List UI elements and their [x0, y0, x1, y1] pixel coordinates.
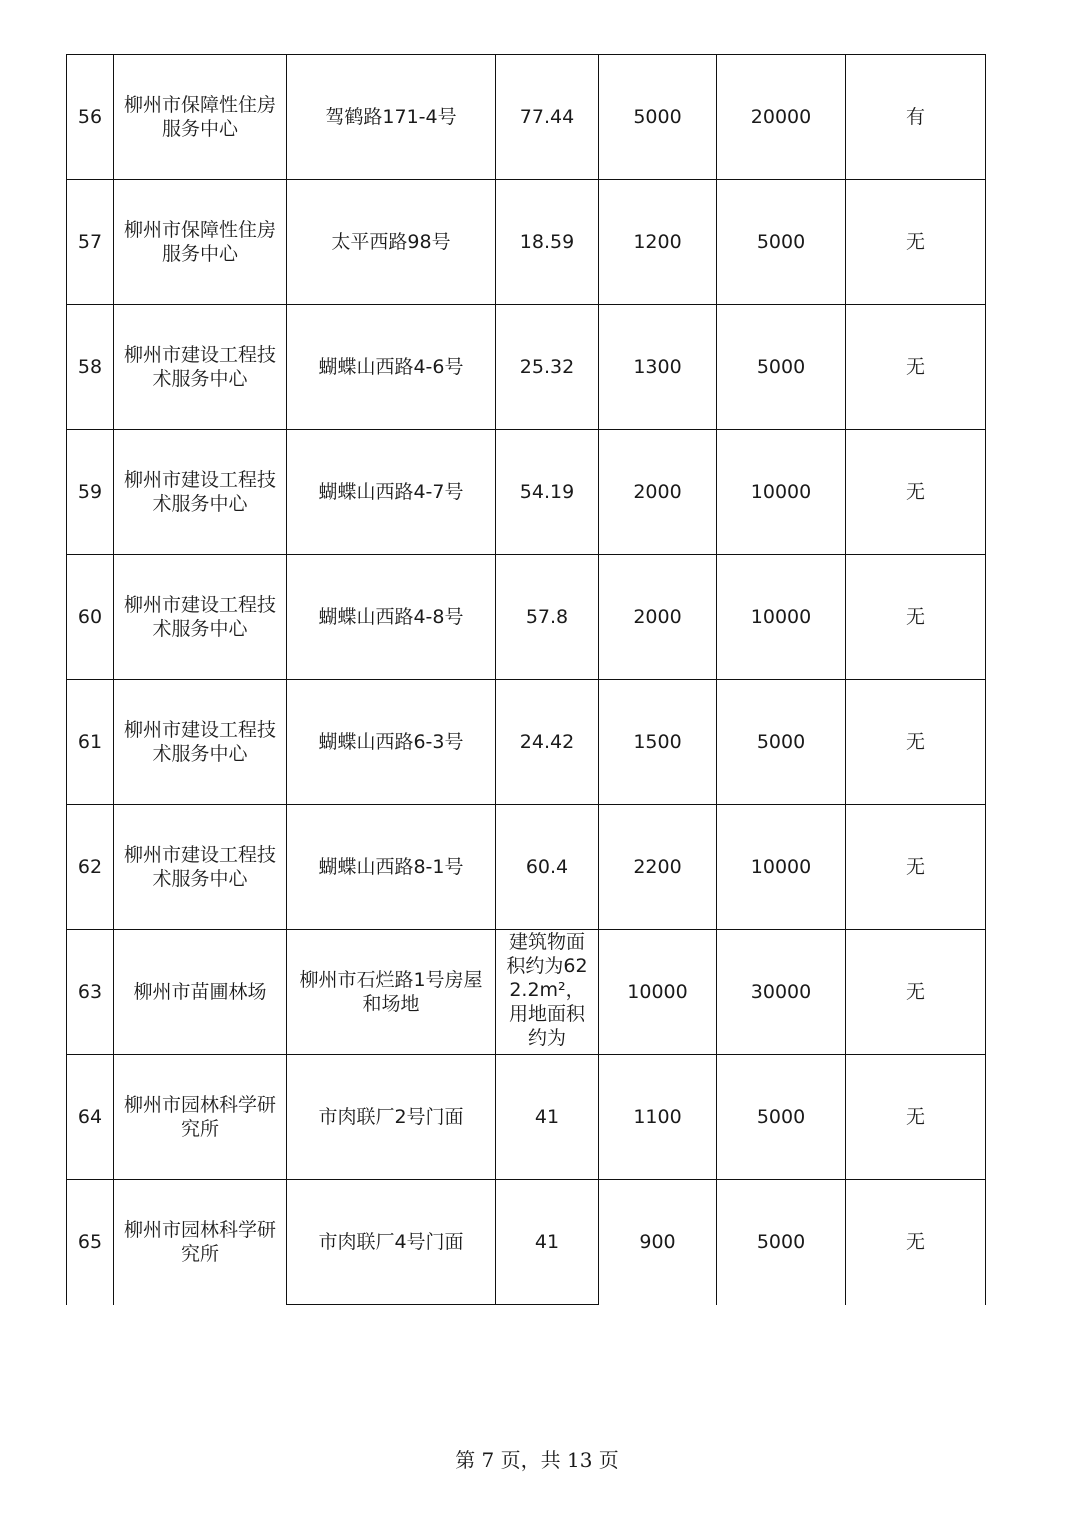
- value-col5: 10000: [599, 930, 717, 1055]
- table-row: [67, 680, 986, 805]
- area: 60.4: [496, 805, 599, 930]
- address: 蝴蝶山西路6-3号: [287, 680, 496, 805]
- address: 驾鹤路171-4号: [287, 55, 496, 180]
- unit-name: 柳州市园林科学研究所: [114, 1055, 287, 1180]
- address: 市肉联厂4号门面: [287, 1180, 496, 1305]
- area: 建筑物面积约为622.2m²，用地面积约为: [506, 931, 588, 1049]
- value-col6: 5000: [717, 1055, 846, 1180]
- value-col7: 无: [846, 180, 986, 305]
- value-col7: 无: [846, 305, 986, 430]
- unit-name: 柳州市建设工程技术服务中心: [114, 680, 287, 805]
- address: 柳州市石烂路1号房屋和场地: [287, 930, 496, 1055]
- value-col7: 无: [846, 1055, 986, 1180]
- table-row: [67, 1055, 986, 1180]
- value-col6: 20000: [717, 55, 846, 180]
- address: 蝴蝶山西路4-7号: [287, 430, 496, 555]
- unit-name: 柳州市建设工程技术服务中心: [114, 430, 287, 555]
- page-number-footer: 第 7 页，共 13 页: [455, 1448, 619, 1472]
- area: 41: [496, 1180, 599, 1305]
- address: 蝴蝶山西路4-8号: [287, 555, 496, 680]
- unit-name: 柳州市保障性住房服务中心: [114, 55, 287, 180]
- address: 太平西路98号: [287, 180, 496, 305]
- address: 蝴蝶山西路4-6号: [287, 305, 496, 430]
- area: 24.42: [496, 680, 599, 805]
- row-number: 60: [67, 555, 114, 680]
- value-col6: 5000: [717, 1180, 846, 1305]
- value-col6: 5000: [717, 305, 846, 430]
- unit-name: 柳州市园林科学研究所: [114, 1180, 287, 1305]
- property-table: [66, 54, 986, 1305]
- value-col7: 有: [846, 55, 986, 180]
- row-number: 65: [67, 1180, 114, 1305]
- value-col6: 10000: [717, 430, 846, 555]
- value-col6: 30000: [717, 930, 846, 1055]
- value-col7: 无: [846, 555, 986, 680]
- value-col7: 无: [846, 1180, 986, 1305]
- area: 25.32: [496, 305, 599, 430]
- row-number: 56: [67, 55, 114, 180]
- value-col5: 2200: [599, 805, 717, 930]
- area: 41: [496, 1055, 599, 1180]
- row-number: 64: [67, 1055, 114, 1180]
- value-col5: 1300: [599, 305, 717, 430]
- unit-name: 柳州市苗圃林场: [114, 930, 287, 1055]
- value-col6: 10000: [717, 555, 846, 680]
- data-table-container: [66, 54, 985, 1305]
- value-col5: 1500: [599, 680, 717, 805]
- table-row: [67, 430, 986, 555]
- value-col5: 1200: [599, 180, 717, 305]
- row-number: 59: [67, 430, 114, 555]
- area: 18.59: [496, 180, 599, 305]
- value-col7: 无: [846, 930, 986, 1055]
- area: 54.19: [496, 430, 599, 555]
- unit-name: 柳州市建设工程技术服务中心: [114, 305, 287, 430]
- value-col6: 5000: [717, 680, 846, 805]
- unit-name: 柳州市建设工程技术服务中心: [114, 805, 287, 930]
- table-row: [67, 555, 986, 680]
- value-col7: 无: [846, 805, 986, 930]
- area: 57.8: [496, 555, 599, 680]
- table-row: [67, 1180, 986, 1305]
- value-col6: 10000: [717, 805, 846, 930]
- row-number: 57: [67, 180, 114, 305]
- value-col5: 1100: [599, 1055, 717, 1180]
- value-col5: 5000: [599, 55, 717, 180]
- row-number: 61: [67, 680, 114, 805]
- value-col7: 无: [846, 430, 986, 555]
- table-row: [67, 180, 986, 305]
- unit-name: 柳州市建设工程技术服务中心: [114, 555, 287, 680]
- value-col5: 2000: [599, 430, 717, 555]
- value-col6: 5000: [717, 180, 846, 305]
- area-cell: [496, 930, 599, 1055]
- area: 77.44: [496, 55, 599, 180]
- table-row: [67, 930, 986, 1055]
- row-number: 62: [67, 805, 114, 930]
- value-col5: 2000: [599, 555, 717, 680]
- table-row: [67, 55, 986, 180]
- unit-name: 柳州市保障性住房服务中心: [114, 180, 287, 305]
- address: 市肉联厂2号门面: [287, 1055, 496, 1180]
- table-row: [67, 305, 986, 430]
- row-number: 63: [67, 930, 114, 1055]
- table-row: [67, 805, 986, 930]
- row-number: 58: [67, 305, 114, 430]
- value-col5: 900: [599, 1180, 717, 1305]
- value-col7: 无: [846, 680, 986, 805]
- address: 蝴蝶山西路8-1号: [287, 805, 496, 930]
